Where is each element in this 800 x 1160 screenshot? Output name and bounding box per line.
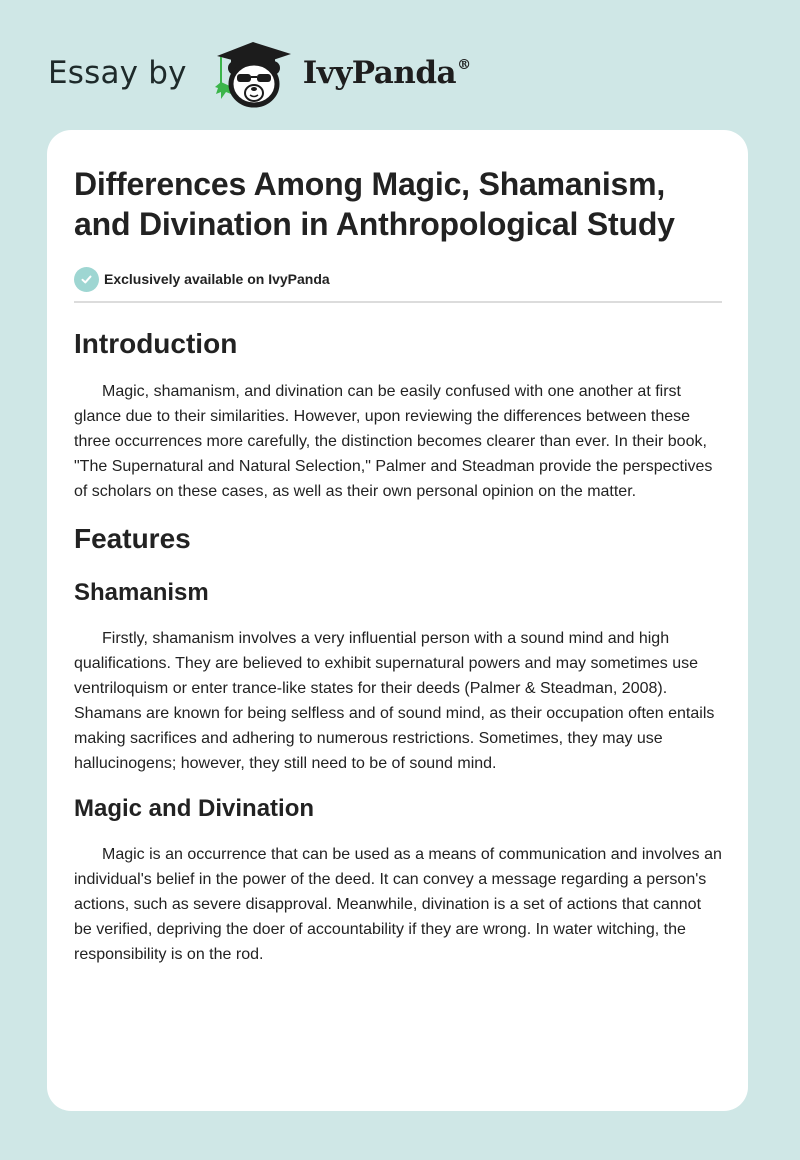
magic-divination-paragraph: Magic is an occurrence that can be used as a means of communication and involves an individual's belief in the power of the deed. It can convey a message regarding a person's actions, such as severe disapproval. Meanwhile, divination is a set of actions that cannot be verified, depriving the doer of accountability if they are wrong. In water witching, the responsibility is on the rod. bbox=[74, 846, 722, 963]
section-heading-features: Features bbox=[74, 523, 191, 554]
subsection-heading-shamanism: Shamanism bbox=[74, 579, 209, 606]
section-heading-introduction: Introduction bbox=[74, 328, 238, 359]
shamanism-paragraph: Firstly, shamanism involves a very influential person with a sound mind and high qualifications. They are believed to exhibit supernatural powers and may sometimes use ventriloquism or enter trance-like states for their deeds (Palmer & Steadman, 2008). Shamans are known for being selfless and of sound mind, as their occupation often entails making sacrifices and adhering to numerous restrictions. Sometimes, they may use hallucinogens; however, they still need to be of sound mind. bbox=[74, 630, 715, 772]
essay-content bbox=[74, 164, 722, 967]
essay-title: Differences Among Magic, Shamanism, and Divination in Anthropological Study bbox=[74, 166, 675, 242]
panda-graduate-icon[interactable] bbox=[209, 38, 295, 108]
essay-by-label: Essay by bbox=[48, 55, 187, 91]
brand-name[interactable] bbox=[303, 55, 471, 91]
essay-card bbox=[47, 130, 748, 1111]
exclusive-badge bbox=[74, 266, 722, 292]
brand-text: IvyPanda bbox=[302, 55, 457, 91]
exclusive-badge-text: Exclusively available on IvyPanda bbox=[104, 271, 330, 287]
registered-mark: ® bbox=[457, 57, 471, 73]
check-circle-icon bbox=[74, 267, 99, 292]
site-header bbox=[48, 38, 471, 108]
divider bbox=[74, 301, 722, 303]
introduction-paragraph: Magic, shamanism, and divination can be easily confused with one another at first glance due to their similarities. However, upon reviewing the differences between these three occurrences more carefully, the distinction becomes clearer than ever. In their book, "The Supernatural and Natural Selection," Palmer and Steadman provide the perspectives of scholars on these cases, as well as their own personal opinion on the matter. bbox=[74, 383, 713, 500]
subsection-heading-magic-divination: Magic and Divination bbox=[74, 795, 315, 822]
